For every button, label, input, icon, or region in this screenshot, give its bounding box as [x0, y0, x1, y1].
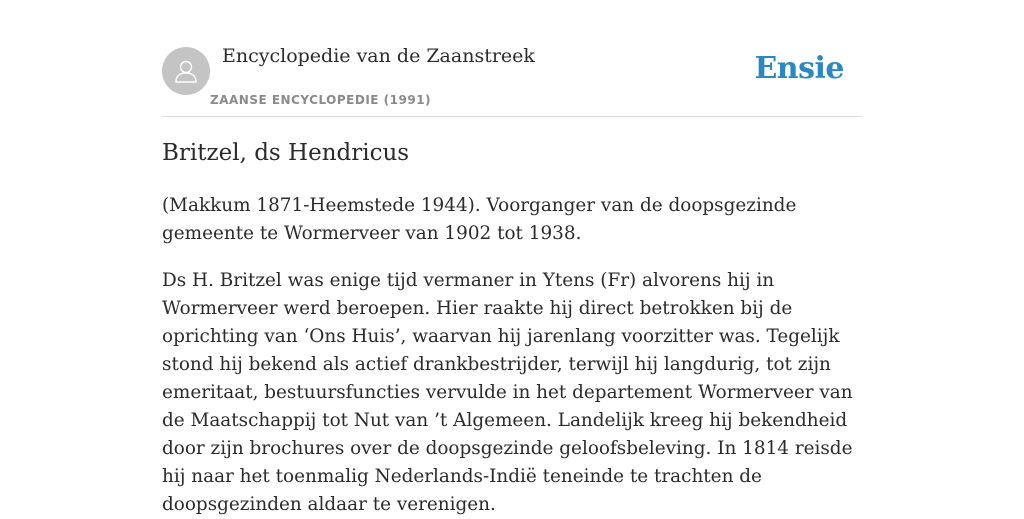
- entry-paragraph: Ds H. Britzel was enige tijd vermaner in Ytens (Fr) alvorens hij in Wormerveer werd beroepen. Hier raakte hij direct betrokken bij de oprichting van ‘Ons Huis’, waarvan hij jarenlang voorzitter was. Tegelijk stond hij bekend als actief drankbestrijder, terwijl hij langdurig, tot zijn emeritaat, bestuursfuncties vervulde in het departement Wormerveer van de Maatschappij tot Nut van ’t Algemeen. Landelijk kreeg hij bekendheid door zijn brochures over de doopsgezinde geloofsbeleving. In 1814 reisde hij naar het toenmalig Nederlands-Indië teneinde te trachten de doopsgezinden aldaar te verenigen.: [162, 270, 853, 515]
- entry-title: Britzel, ds Hendricus: [162, 140, 410, 166]
- source-subtitle: ZAANSE ENCYCLOPEDIE (1991): [210, 93, 432, 107]
- source-title[interactable]: Encyclopedie van de Zaanstreek: [222, 45, 535, 67]
- entry-paragraph: (Makkum 1871-Heemstede 1944). Voorganger van de doopsgezinde gemeente te Wormerveer van 1902 tot 1938.: [162, 195, 797, 244]
- source-header: [162, 0, 862, 117]
- avatar[interactable]: [162, 47, 210, 95]
- user-icon: [172, 57, 200, 85]
- ensie-logo[interactable]: Ensie: [754, 51, 844, 86]
- page-container: [162, 0, 862, 515]
